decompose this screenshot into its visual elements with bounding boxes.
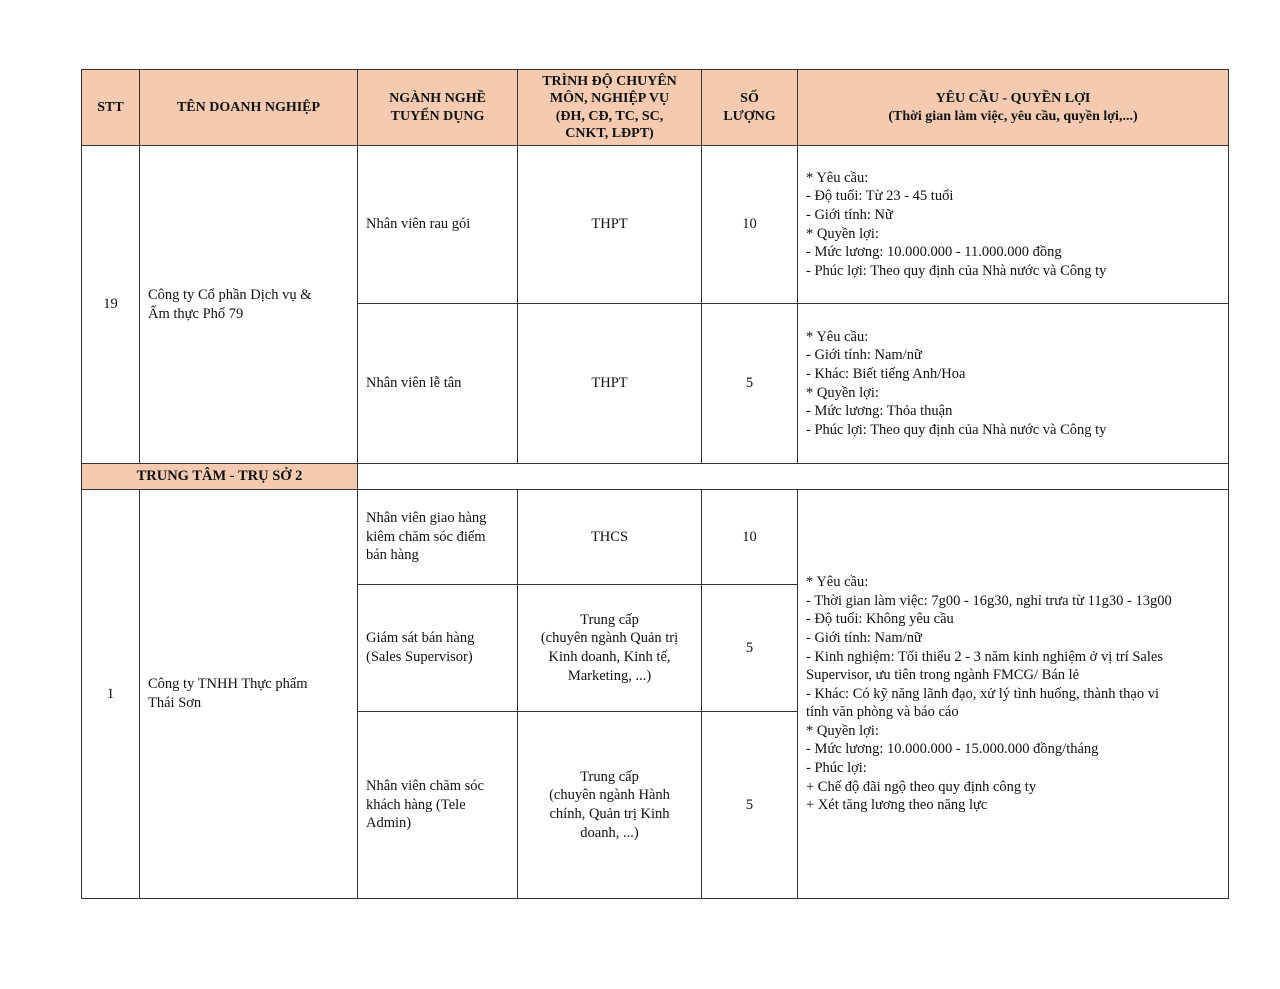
requirements-cell: * Yêu cầu: - Độ tuổi: Từ 23 - 45 tuổi - Giới tính: Nữ * Quyền lợi: - Mức lương: 10.000.000 - 11.000.000 đồng - Phúc lợi: Theo quy định của Nhà nước và Công ty — [798, 146, 1229, 304]
header-stt: STT — [82, 70, 140, 146]
level-cell: Trung cấp (chuyên ngành Hành chính, Quản trị Kinh doanh, ...) — [518, 712, 702, 899]
requirements-cell: * Yêu cầu: - Giới tính: Nam/nữ - Khác: Biết tiếng Anh/Hoa * Quyền lợi: - Mức lương: Thỏa thuận - Phúc lợi: Theo quy định của Nhà nước và Công ty — [798, 304, 1229, 464]
level-cell: THPT — [518, 146, 702, 304]
job-title-cell: Nhân viên giao hàng kiêm chăm sóc điểm bán hàng — [358, 490, 518, 585]
requirements-cell: * Yêu cầu: - Thời gian làm việc: 7g00 - 16g30, nghỉ trưa từ 11g30 - 13g00 - Độ tuổi: Không yêu cầu - Giới tính: Nam/nữ - Kinh nghiệm: Tối thiểu 2 - 3 năm kinh nghiệm ở vị trí Sales Supervisor, ưu tiên trong ngành FMCG/ Bán lẻ - Khác: Có kỹ năng lãnh đạo, xử lý tình huống, thành thạo vi tính văn phòng và báo cáo * Quyền lợi: - Mức lương: 10.000.000 - 15.000.000 đồng/tháng - Phúc lợi: + Chế độ đãi ngộ theo quy định công ty + Xét tăng lương theo năng lực — [798, 490, 1229, 899]
section-empty-cell — [358, 464, 1229, 490]
header-requirements-title: YÊU CẦU - QUYỀN LỢI — [935, 91, 1091, 106]
quantity-cell: 5 — [702, 585, 798, 712]
level-cell: Trung cấp (chuyên ngành Quản trị Kinh doanh, Kinh tế, Marketing, ...) — [518, 585, 702, 712]
quantity-cell: 5 — [702, 712, 798, 899]
job-title-cell: Nhân viên chăm sóc khách hàng (Tele Admin) — [358, 712, 518, 899]
quantity-cell: 5 — [702, 304, 798, 464]
company-name-cell: Công ty TNHH Thực phẩm Thái Sơn — [140, 490, 358, 899]
header-requirements — [798, 70, 1229, 146]
table-row — [82, 490, 1229, 585]
level-cell: THCS — [518, 490, 702, 585]
stt-cell: 19 — [82, 146, 140, 464]
company-name-cell: Công ty Cổ phần Dịch vụ & Ẩm thực Phố 79 — [140, 146, 358, 464]
section-row — [82, 464, 1229, 490]
job-title-cell: Nhân viên lễ tân — [358, 304, 518, 464]
level-cell: THPT — [518, 304, 702, 464]
table-row — [82, 146, 1229, 304]
section-label: TRUNG TÂM - TRỤ SỞ 2 — [82, 464, 358, 490]
header-level: TRÌNH ĐỘ CHUYÊN MÔN, NGHIỆP VỤ (ĐH, CĐ, TC, SC, CNKT, LĐPT) — [518, 70, 702, 146]
header-quantity: SỐ LƯỢNG — [702, 70, 798, 146]
header-requirements-subtitle: (Thời gian làm việc, yêu cầu, quyền lợi,...) — [888, 108, 1138, 124]
header-company: TÊN DOANH NGHIỆP — [140, 70, 358, 146]
recruitment-table — [81, 69, 1229, 899]
header-job: NGÀNH NGHỀ TUYỂN DỤNG — [358, 70, 518, 146]
stt-cell: 1 — [82, 490, 140, 899]
header-row — [82, 70, 1229, 146]
job-title-cell: Giám sát bán hàng (Sales Supervisor) — [358, 585, 518, 712]
job-title-cell: Nhân viên rau gói — [358, 146, 518, 304]
quantity-cell: 10 — [702, 146, 798, 304]
quantity-cell: 10 — [702, 490, 798, 585]
